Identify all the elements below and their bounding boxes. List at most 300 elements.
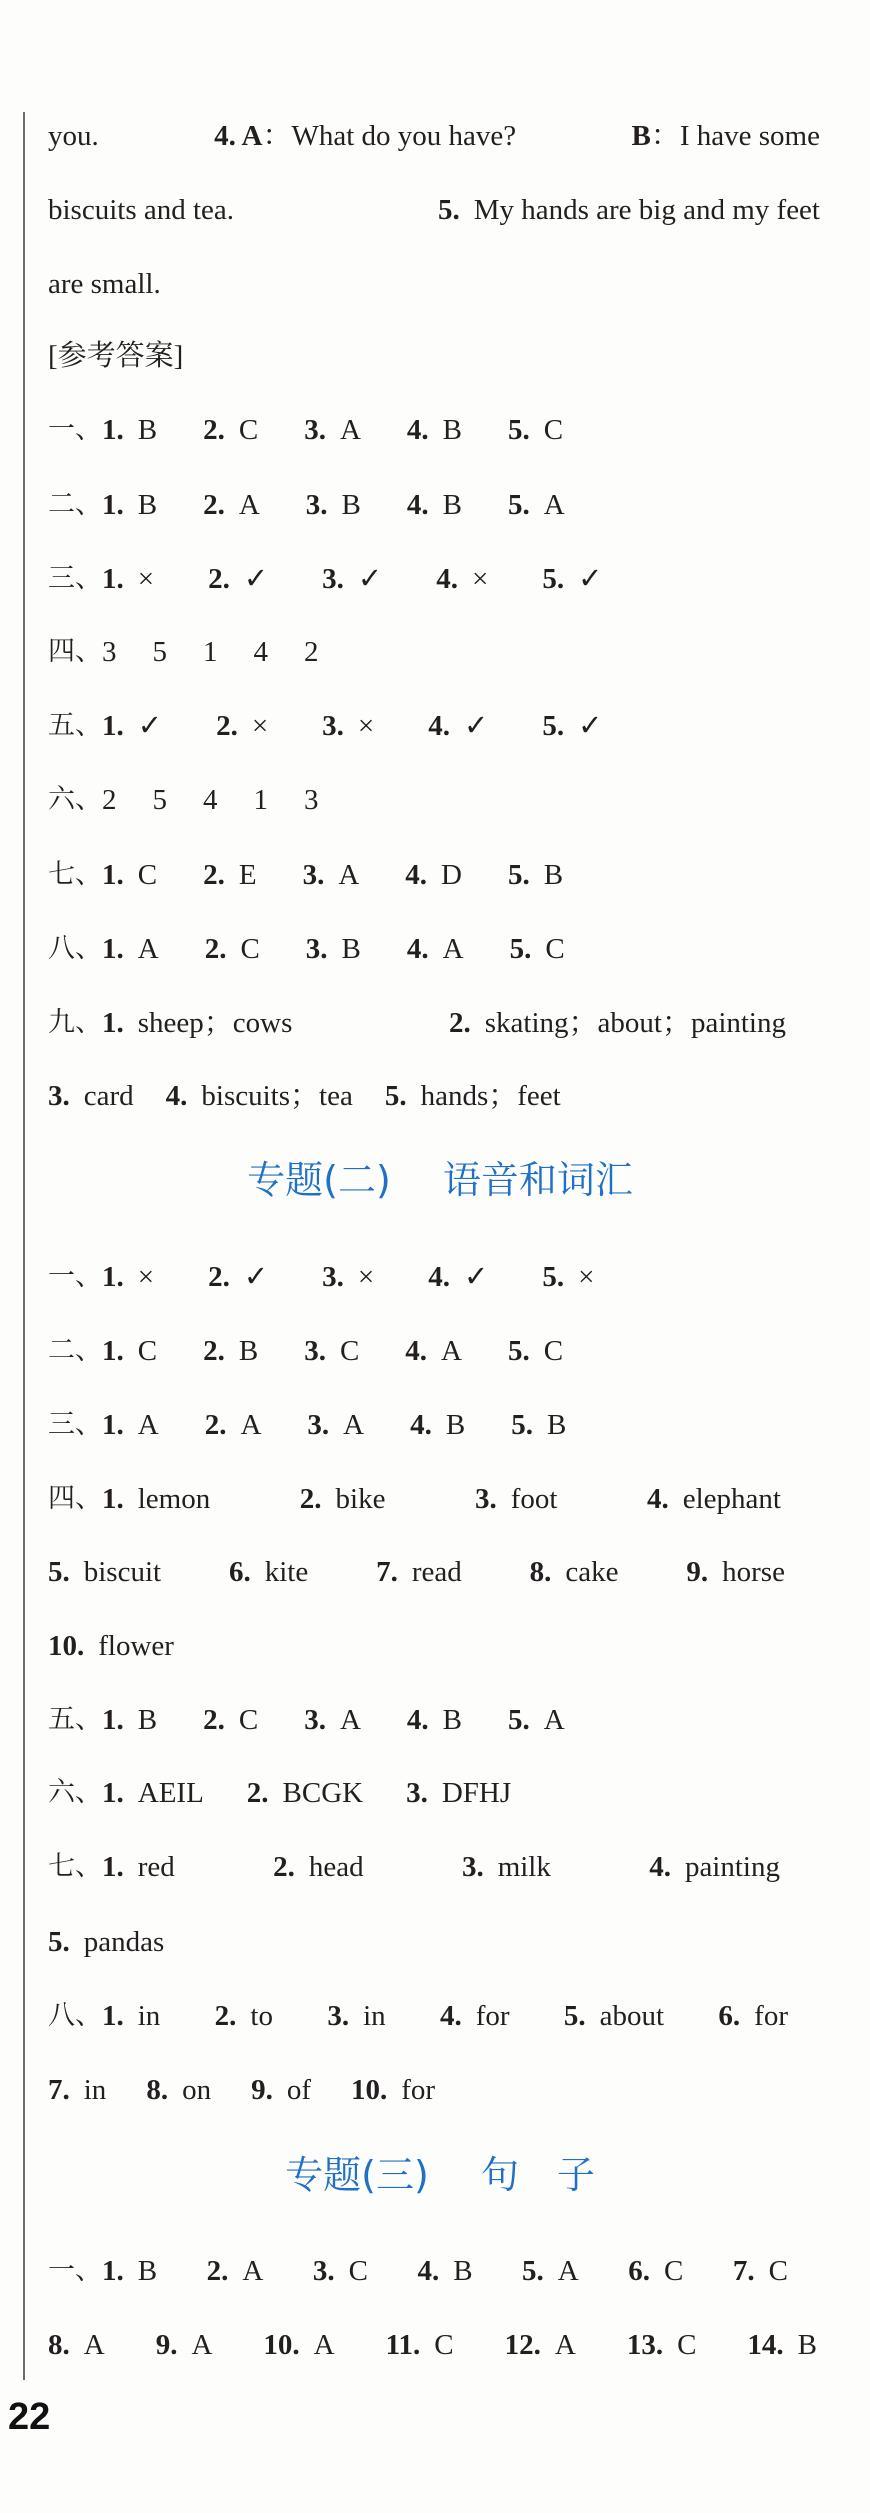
answer-item (156, 2323, 213, 2367)
answer-text: 3 (102, 636, 117, 668)
answer-item (205, 1403, 262, 1447)
answer-item (48, 408, 157, 452)
answer-text: ：What do you have? (262, 120, 517, 152)
question-number: 2. (203, 859, 225, 891)
answer-text: ✓ (357, 563, 383, 595)
answer-text: 3 (304, 784, 319, 816)
question-group-label: 五、 (48, 710, 102, 741)
question-group-label: 二、 (48, 1335, 102, 1366)
answer-text: A (557, 2255, 579, 2287)
answer-text: C (339, 1335, 360, 1367)
question-number: 10. (350, 2074, 388, 2106)
answer-text: C (238, 1704, 259, 1736)
answer-item (48, 1477, 210, 1521)
question-number: 1. (102, 489, 124, 521)
answer-row (48, 1624, 174, 1668)
answer-item (48, 262, 161, 306)
answer-item (48, 1698, 157, 1742)
answer-text: A (442, 933, 464, 965)
answer-item (203, 1698, 258, 1742)
answer-text: B (543, 859, 564, 891)
question-group-label: 三、 (48, 563, 102, 594)
answer-item (48, 1550, 161, 1594)
answer-text: A (338, 859, 360, 891)
question-number: 1. (102, 2000, 124, 2032)
answer-item (462, 1845, 551, 1889)
question-number: 3. (304, 1335, 326, 1367)
question-number: 5. (542, 1261, 565, 1293)
answer-item (48, 2323, 105, 2367)
question-number: 7. (376, 1556, 398, 1588)
answer-text: B (341, 933, 361, 965)
question-number: B (631, 120, 651, 152)
answer-item (48, 1994, 160, 2038)
answer-text: milk (497, 1851, 551, 1883)
answer-text: for (754, 2000, 788, 2032)
question-number: 2. (299, 1483, 322, 1515)
question-number: 8. (48, 2329, 70, 2361)
question-number: 2. (449, 1007, 471, 1039)
question-number: 3. (307, 1409, 330, 1441)
answer-text: [参考答案] (48, 340, 184, 372)
answer-item (203, 778, 218, 822)
question-number: 3. (305, 489, 328, 521)
answer-item (48, 927, 159, 971)
answer-item (48, 778, 117, 822)
question-number: 7. (48, 2074, 70, 2106)
answer-text: cake (565, 1556, 619, 1588)
answer-item (542, 557, 602, 601)
answer-item (205, 927, 260, 971)
answer-text: read (411, 1556, 462, 1588)
answer-item (718, 1994, 788, 2038)
answer-text: B (238, 1335, 259, 1367)
answer-text: C (238, 414, 259, 446)
answer-item (48, 334, 183, 378)
answer-row (48, 1550, 785, 1594)
answer-text: are small. (48, 268, 161, 300)
question-number: 10. (263, 2329, 300, 2361)
question-number: 9. (251, 2074, 273, 2106)
answer-text: B (797, 2329, 817, 2361)
question-number: 5. (507, 489, 530, 521)
question-number: 3. (48, 1080, 70, 1112)
answer-item (48, 2068, 106, 2112)
question-number: 2. (208, 563, 230, 595)
question-group-label: 六、 (48, 1777, 102, 1808)
question-number: 5. (384, 1080, 407, 1112)
question-number: 4. (649, 1851, 671, 1883)
question-number: 5. (507, 859, 530, 891)
answer-item (48, 1255, 154, 1299)
question-group-label: 八、 (48, 2000, 102, 2031)
section-number: 专题(二) (247, 1158, 391, 1202)
answer-text: about (599, 2000, 665, 2032)
answer-text: DFHJ (441, 1777, 512, 1809)
answer-row (48, 188, 820, 232)
answer-text: A (83, 2329, 105, 2361)
question-number: 12. (504, 2329, 541, 2361)
answer-text: C (543, 1335, 564, 1367)
answer-text: AEIL (137, 1777, 204, 1809)
answer-item (376, 1550, 462, 1594)
answer-item (304, 408, 361, 452)
answer-text: My hands are big and my feet (473, 194, 820, 226)
question-group-label: 一、 (48, 414, 102, 445)
answer-text: 2 (304, 636, 319, 668)
question-number: 1. (102, 710, 124, 742)
answer-item (203, 853, 256, 897)
answer-item (214, 114, 516, 158)
question-number: 5. (437, 194, 460, 226)
answer-item (254, 630, 269, 674)
answer-item (254, 778, 269, 822)
answer-text: B (137, 414, 158, 446)
question-number: 2. (203, 1704, 225, 1736)
question-group-label: 五、 (48, 1704, 102, 1735)
answer-item (304, 630, 319, 674)
answer-item (632, 114, 820, 158)
question-number: 4. A (214, 120, 263, 152)
answer-text: A (137, 1409, 159, 1441)
answer-text: C (137, 859, 158, 891)
answer-text: B (137, 489, 158, 521)
answer-text: 4 (253, 636, 268, 668)
question-number: 2. (204, 1409, 227, 1441)
answer-item (203, 408, 258, 452)
answer-item (542, 704, 602, 748)
question-number: 9. (155, 2329, 178, 2361)
answer-item (351, 2068, 435, 2112)
answer-text: ✓ (137, 710, 163, 742)
answer-item (48, 853, 157, 897)
question-number: 3. (406, 1777, 428, 1809)
answer-item (247, 1771, 363, 1815)
question-number: 1. (102, 414, 124, 446)
answer-item (48, 1845, 175, 1889)
answer-item (686, 1550, 785, 1594)
section-number: 专题(三) (285, 2153, 429, 2197)
answer-item (405, 853, 462, 897)
answer-item (428, 1255, 488, 1299)
question-number: 3. (305, 933, 328, 965)
answer-text: × (357, 710, 375, 742)
answer-text: hands；feet (420, 1080, 561, 1112)
answer-text: in (83, 2074, 107, 2106)
answer-text: bike (335, 1483, 386, 1515)
answer-item (208, 557, 268, 601)
question-number: 1. (102, 859, 124, 891)
answer-text: A (191, 2329, 213, 2361)
answer-item (48, 704, 162, 748)
answer-item (48, 1329, 157, 1373)
answer-text: B (546, 1409, 567, 1441)
answer-text: 4 (203, 784, 218, 816)
question-number: 1. (102, 1261, 124, 1293)
answer-item (406, 1771, 511, 1815)
answer-item (508, 1698, 565, 1742)
answer-item (508, 408, 563, 452)
question-number: 3. (461, 1851, 484, 1883)
answer-text: ：I have some (650, 120, 820, 152)
answer-item (428, 704, 488, 748)
answer-text: you. (48, 120, 99, 152)
question-number: 2. (246, 1777, 269, 1809)
answer-text: for (475, 2000, 510, 2032)
answer-item (251, 2068, 311, 2112)
question-group-label: 三、 (48, 1409, 102, 1440)
answer-item (215, 1994, 273, 2038)
question-number: 4. (647, 1483, 669, 1515)
answer-row (48, 1477, 781, 1521)
answer-item (647, 1477, 781, 1521)
question-group-label: 七、 (48, 1851, 102, 1882)
answer-text: C (768, 2255, 788, 2287)
answer-row (48, 704, 602, 748)
answer-text: painting (684, 1851, 780, 1883)
answer-text: A (240, 1409, 262, 1441)
question-number: 1. (102, 1777, 124, 1809)
question-number: 5. (507, 414, 530, 446)
question-number: 1. (102, 1335, 124, 1367)
question-number: 2. (273, 1851, 295, 1883)
question-number: 4. (405, 859, 428, 891)
answer-item (649, 1845, 780, 1889)
answer-row (48, 2249, 788, 2293)
answer-text: × (578, 1261, 595, 1293)
question-number: 11. (385, 2329, 421, 2361)
answer-text: E (238, 859, 257, 891)
answer-item (405, 1329, 462, 1373)
answer-item (48, 1624, 174, 1668)
answer-text: D (441, 859, 462, 891)
answer-text: elephant (682, 1483, 781, 1515)
answer-row (48, 927, 565, 971)
question-group-label: 四、 (48, 1483, 102, 1514)
answer-item (48, 630, 117, 674)
answer-item (300, 1477, 386, 1521)
answer-item (508, 483, 565, 527)
question-number: 3. (304, 414, 326, 446)
answer-text: × (251, 710, 269, 742)
answer-item (263, 2323, 334, 2367)
answer-text: A (441, 1335, 462, 1367)
answer-row (48, 483, 565, 527)
question-number: 2. (208, 1261, 230, 1293)
question-number: 1. (102, 1704, 124, 1736)
question-number: 5. (542, 563, 565, 595)
answer-text: of (286, 2074, 311, 2106)
answer-text: skating；about；painting (484, 1007, 786, 1039)
answer-item (407, 483, 462, 527)
answer-item (508, 1329, 563, 1373)
answer-text: A (543, 489, 565, 521)
answer-row (48, 2323, 817, 2367)
question-number: 6. (628, 2255, 651, 2287)
question-number: 5. (509, 933, 532, 965)
answer-item (203, 483, 260, 527)
answer-item (522, 2249, 579, 2293)
answer-item (48, 557, 154, 601)
answer-item (438, 188, 820, 232)
question-number: 4. (165, 1080, 188, 1112)
answer-text: 1 (203, 636, 218, 668)
answer-row (48, 114, 820, 158)
answer-row (48, 1771, 511, 1815)
answer-item (530, 1550, 619, 1594)
question-number: 5. (542, 710, 565, 742)
answer-text: B (137, 1704, 158, 1736)
answer-text: × (471, 563, 489, 595)
answer-text: B (445, 1409, 466, 1441)
answer-text: A (339, 414, 361, 446)
answer-text: B (453, 2255, 473, 2287)
question-group-label: 九、 (48, 1007, 102, 1038)
answer-item (407, 927, 464, 971)
answer-item (313, 2249, 368, 2293)
answer-row (48, 1255, 594, 1299)
question-number: 4. (406, 414, 429, 446)
question-number: 8. (529, 1556, 552, 1588)
answer-text: C (348, 2255, 368, 2287)
answer-text: 2 (102, 784, 117, 816)
question-number: 4. (410, 1409, 432, 1441)
answer-text: × (357, 1261, 375, 1293)
answer-text: A (339, 1704, 361, 1736)
answer-row (48, 630, 319, 674)
answer-item (304, 1698, 361, 1742)
answer-text: B (341, 489, 361, 521)
answer-text: × (137, 1261, 155, 1293)
question-number: 1. (102, 2255, 124, 2287)
answer-item (304, 778, 319, 822)
answer-item (48, 1001, 292, 1045)
answer-text: ✓ (243, 563, 269, 595)
answer-item (511, 1403, 566, 1447)
answer-item (322, 704, 374, 748)
answer-text: kite (264, 1556, 309, 1588)
answer-item (407, 408, 462, 452)
answer-text: foot (510, 1483, 558, 1515)
answer-item (440, 1994, 510, 2038)
answer-item (733, 2249, 788, 2293)
question-number: 2. (203, 489, 225, 521)
answer-item (322, 557, 382, 601)
answer-item (327, 1994, 385, 2038)
answer-text: card (83, 1080, 134, 1112)
answer-text: 5 (152, 636, 167, 668)
answer-row (48, 557, 602, 601)
answer-text: A (343, 1409, 365, 1441)
section-title: 语音和词汇 (442, 1158, 633, 1202)
answer-row (48, 1074, 561, 1118)
answer-text: red (137, 1851, 175, 1883)
answer-item (153, 778, 168, 822)
page-number: 22 (8, 2396, 51, 2438)
answer-item (747, 2323, 817, 2367)
question-number: 6. (228, 1556, 251, 1588)
answer-row (48, 853, 563, 897)
question-group-label: 二、 (48, 489, 102, 520)
question-number: 4. (417, 2255, 440, 2287)
answer-text: B (137, 2255, 158, 2287)
question-number: 5. (48, 1556, 70, 1588)
question-number: 1. (102, 563, 124, 595)
section-header (0, 1155, 870, 1205)
question-number: 9. (686, 1556, 709, 1588)
question-number: 5. (48, 1926, 70, 1958)
answer-text: A (242, 2255, 264, 2287)
answer-text: in (137, 2000, 161, 2032)
answer-item (229, 1550, 308, 1594)
answer-item (48, 483, 157, 527)
answer-item (542, 1255, 594, 1299)
question-number: 10. (48, 1630, 85, 1662)
answer-text: flower (98, 1630, 174, 1662)
question-number: 8. (146, 2074, 169, 2106)
answer-item (48, 188, 234, 232)
question-number: 4. (436, 563, 458, 595)
answer-text: biscuits and tea. (48, 194, 235, 226)
section-title: 句 子 (480, 2153, 595, 2197)
answer-item (203, 630, 218, 674)
question-number: 3. (304, 1704, 326, 1736)
answer-text: C (543, 414, 564, 446)
answer-text: for (401, 2074, 436, 2106)
question-number: 5. (507, 1335, 530, 1367)
answer-row (48, 1698, 565, 1742)
answer-row (48, 1920, 164, 1964)
answer-item (417, 2249, 472, 2293)
question-group-label: 七、 (48, 859, 102, 890)
answer-item (307, 1403, 364, 1447)
answer-text: B (442, 414, 462, 446)
answer-item (508, 853, 563, 897)
answer-text: B (442, 1704, 462, 1736)
question-number: 4. (439, 2000, 462, 2032)
answer-item (322, 1255, 374, 1299)
answer-text: BCGK (282, 1777, 364, 1809)
answer-text: A (313, 2329, 335, 2361)
question-number: 4. (406, 489, 429, 521)
question-number: 2. (216, 710, 238, 742)
answer-row (48, 1001, 786, 1045)
question-number: 2. (203, 1335, 225, 1367)
answer-item (627, 2323, 697, 2367)
question-number: 4. (405, 1335, 428, 1367)
question-number: 1. (102, 1007, 124, 1039)
answer-row (48, 1994, 788, 2038)
answer-item (303, 853, 360, 897)
answer-item (386, 2323, 454, 2367)
answer-item (207, 2249, 264, 2293)
answer-item (449, 1001, 786, 1045)
answer-item (216, 704, 268, 748)
answer-item (407, 1698, 462, 1742)
question-number: 3. (302, 859, 325, 891)
question-number: 6. (718, 2000, 741, 2032)
answer-text: biscuit (83, 1556, 162, 1588)
answer-item (306, 483, 361, 527)
margin-rule (23, 112, 25, 2380)
answer-item (203, 1329, 258, 1373)
answer-item (48, 1074, 134, 1118)
question-number: 2. (214, 2000, 237, 2032)
answer-text: ✓ (578, 563, 603, 595)
answer-item (48, 1920, 164, 1964)
question-number: 2. (204, 933, 227, 965)
question-number: 1. (102, 1483, 124, 1515)
